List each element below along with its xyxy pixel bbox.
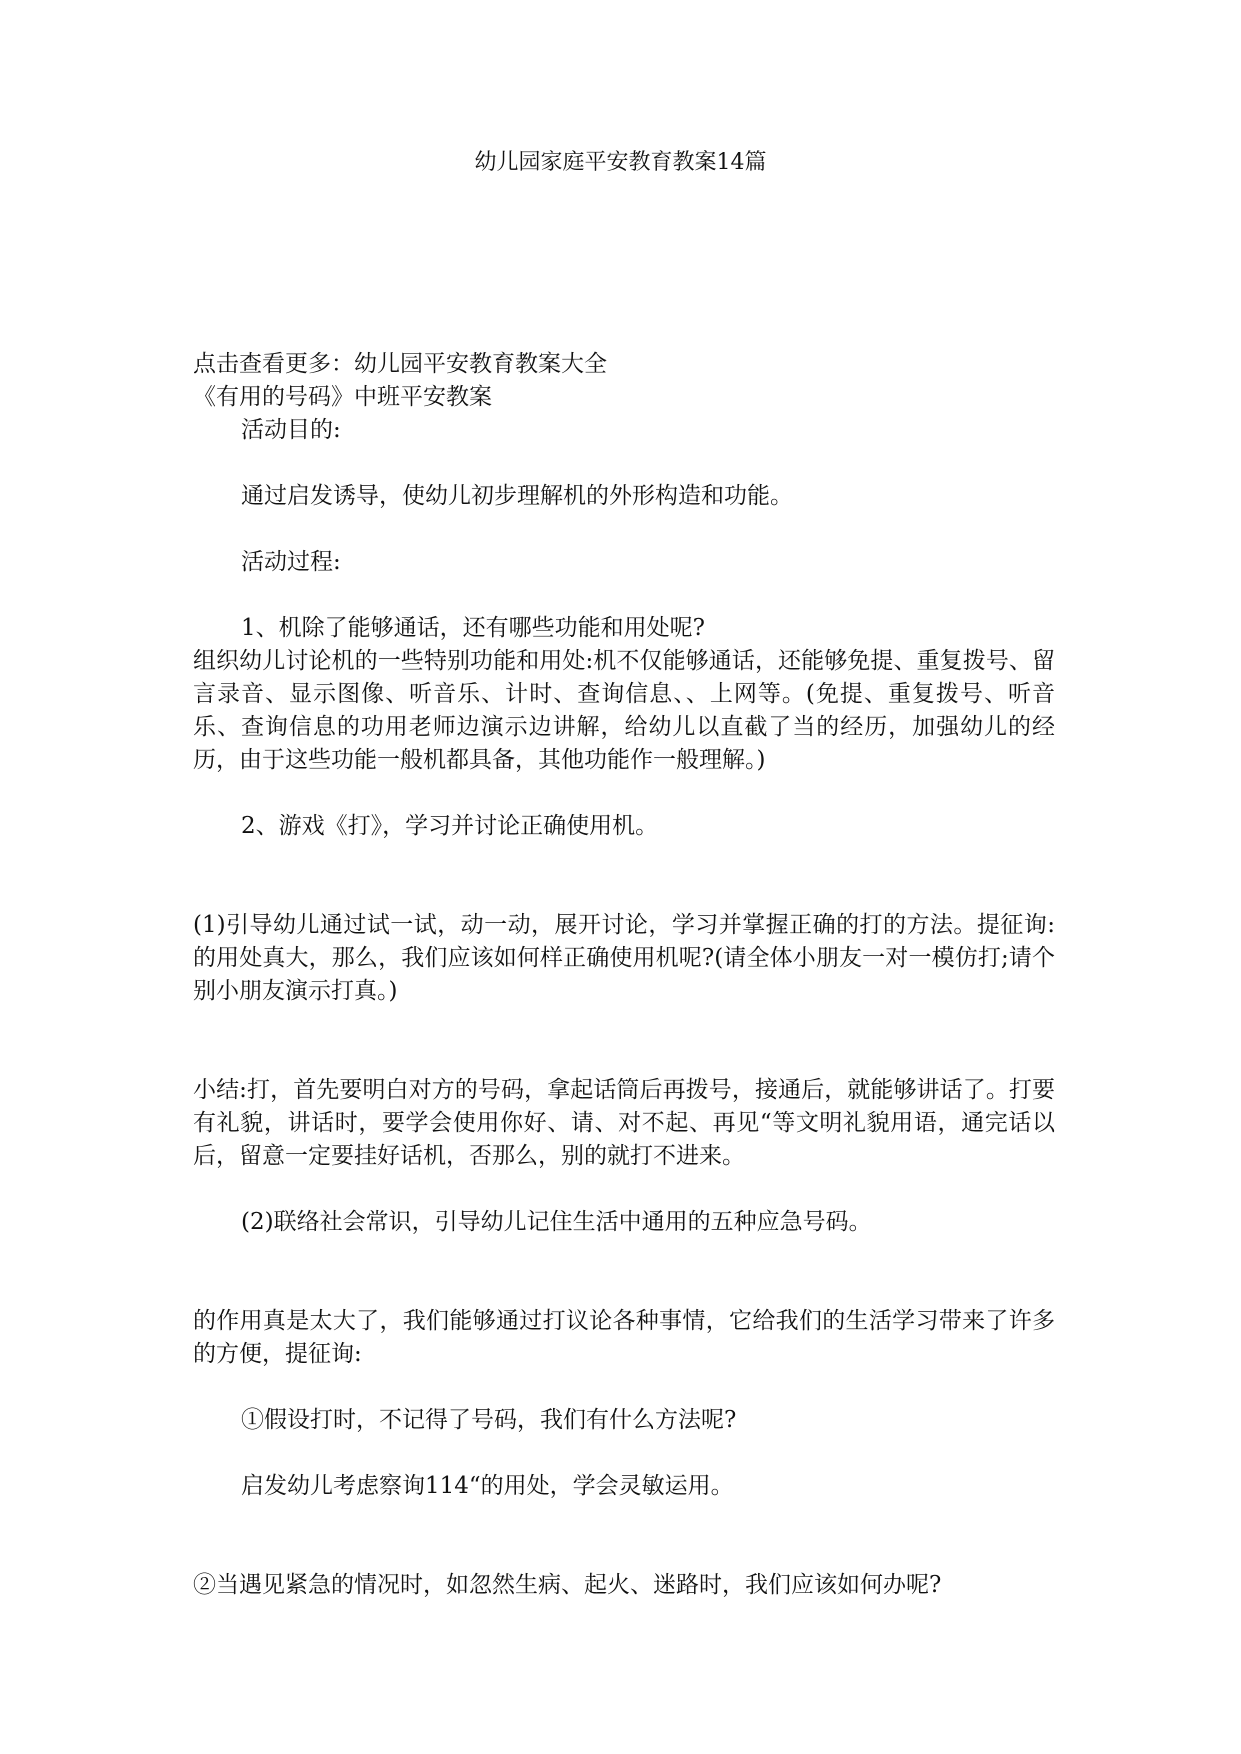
document-title: 幼儿园家庭平安教育教案14篇 <box>474 150 767 175</box>
more-link-text: 点击查看更多：幼儿园平安教育教案大全 <box>193 351 607 377</box>
goal-heading: 活动目的: <box>241 417 341 443</box>
process-heading: 活动过程: <box>241 549 341 575</box>
usefulness-paragraph: 的作用真是太大了，我们能够通过打议论各种事情，它给我们的生活学习带来了许多的方便，提征询: <box>193 1308 1055 1367</box>
item1-body: 组织幼儿讨论机的一些特别功能和用处:机不仅能够通话，还能够免提、重复拨号、留言录音、显示图像、听音乐、计时、查询信息、、上网等。(免提、重复拨号、听音乐、查询信息的功用老师边演示边讲解，给幼儿以直截了当的经历，加强幼儿的经历，由于这些功能一般机都具备，其他功能作一般理解。) <box>193 648 1055 773</box>
step1-paragraph: (1)引导幼儿通过试一试，动一动，展开讨论，学习并掌握正确的打的方法。提征询:的用处真大，那么，我们应该如何样正确使用机呢?(请全体小朋友一对一模仿打;请个别小朋友演示打真。) <box>193 912 1055 1004</box>
step2-paragraph: (2)联络社会常识，引导幼儿记住生活中通用的五种应急号码。 <box>241 1209 872 1235</box>
question-1: ①假设打时，不记得了号码，我们有什么方法呢? <box>241 1407 737 1433</box>
document-body <box>193 348 1055 1602</box>
question-1-hint: 启发幼儿考虑察询114“的用处，学会灵敏运用。 <box>241 1473 734 1499</box>
item2-heading: 2、游戏《打》，学习并讨论正确使用机。 <box>241 813 659 839</box>
item1-question: 1、机除了能够通话，还有哪些功能和用处呢? <box>241 615 705 641</box>
summary-paragraph: 小结:打，首先要明白对方的号码，拿起话筒后再拨号，接通后，就能够讲话了。打要有礼貌，讲话时，要学会使用你好、请、对不起、再见“等文明礼貌用语，通完话以后，留意一定要挂好话机，否那么，别的就打不进来。 <box>193 1077 1055 1169</box>
question-2: ②当遇见紧急的情况时，如忽然生病、起火、迷路时，我们应该如何办呢? <box>193 1572 942 1598</box>
lesson-subtitle: 《有用的号码》中班平安教案 <box>193 384 492 410</box>
goal-text: 通过启发诱导，使幼儿初步理解机的外形构造和功能。 <box>241 483 793 509</box>
